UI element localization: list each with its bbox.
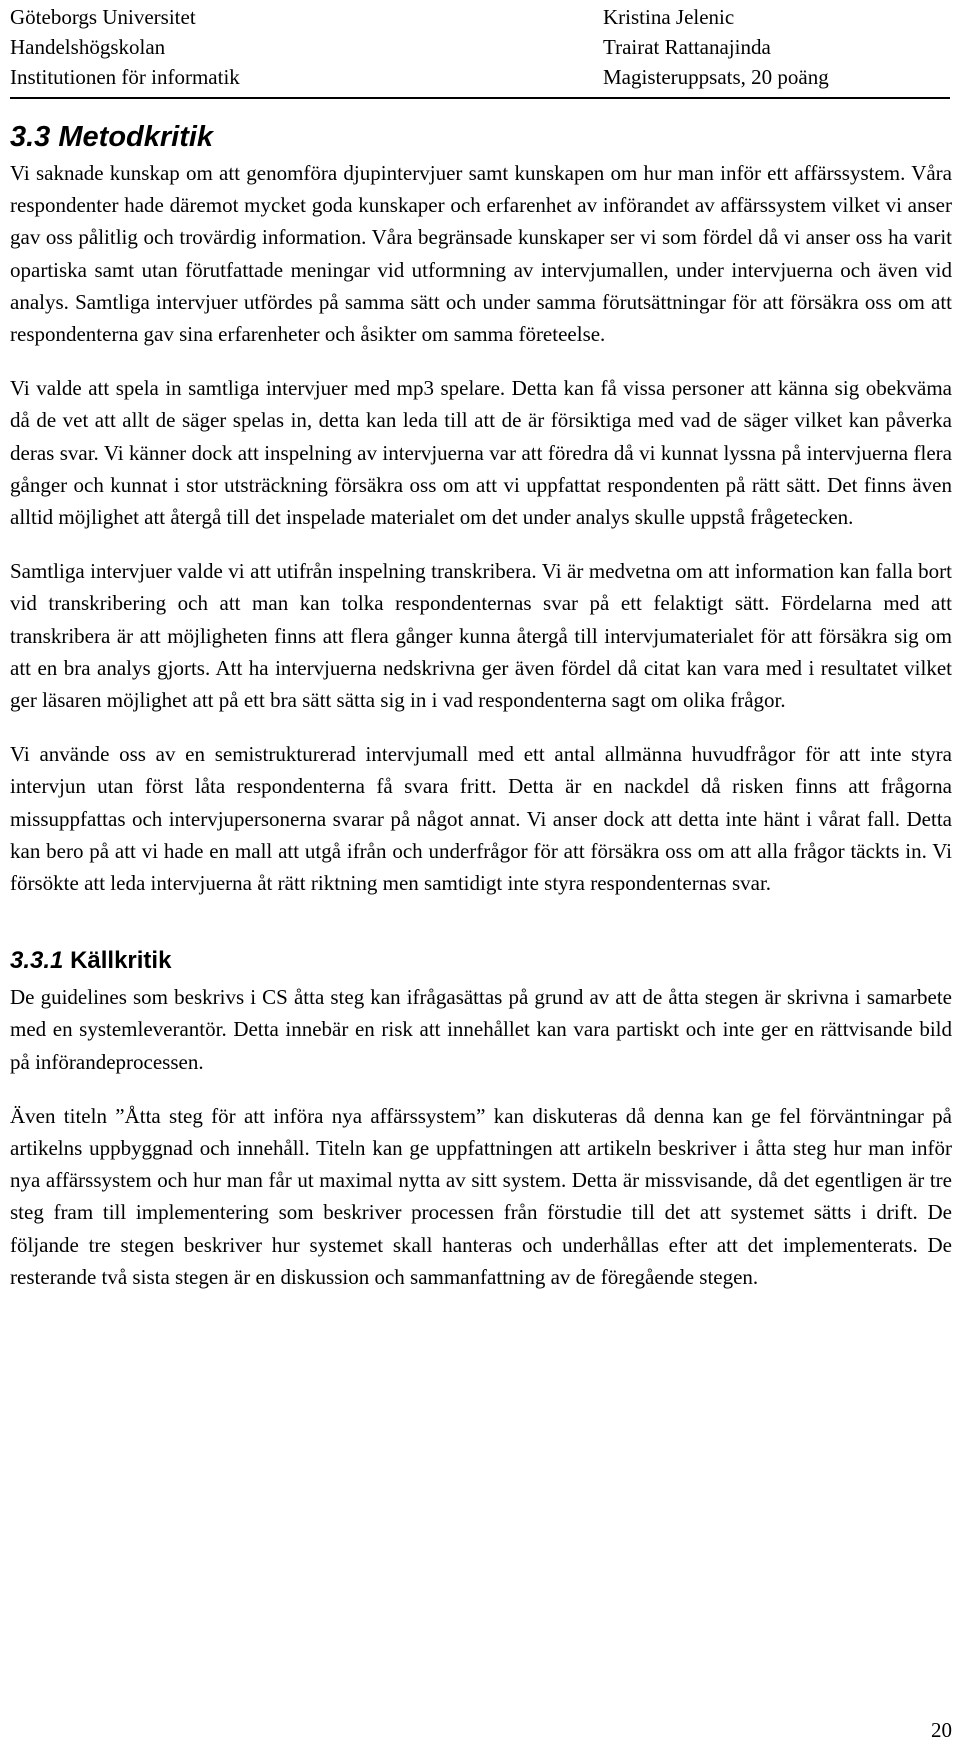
paragraph: Vi valde att spela in samtliga intervjuer med mp3 spelare. Detta kan få vissa personer att känna sig obekväma då de vet att allt de säger spelas in, detta kan leda till att de är försiktiga med vad de säger vilket kan påverka deras svar. Vi känner dock att inspelning av intervjuerna var att föredra då vi kunnat lyssna på intervjuerna flera gånger och kunnat i stor utsträckning försäkra oss om att vi uppfattat respondenten på rätt sätt. Det finns även alltid möjlighet att återgå till det inspelade materialet om det under analys skulle uppstå frågetecken. [10, 376, 952, 530]
paragraph: Även titeln ”Åtta steg för att införa nya affärssystem” kan diskuteras då denna kan ge fel förväntningar på artikelns uppbyggnad och innehåll. Titeln kan ge uppfattningen att artikeln beskriver i åtta steg hur man inför nya affärssystem och hur man får ut maximal nytta av sitt system. Detta är missvisande, då det egentligen är tre steg fram till implementering som beskriver processen från förstudie till det att systemet sätts i drift. De följande tre stegen beskriver hur systemet skall hanteras och underhållas efter att det implementerats. De resterande två sista stegen är en diskussion och sammanfattning av de föregående stegen. [10, 1103, 952, 1289]
author-2: Trairat Rattanajinda [603, 35, 771, 59]
header-right [603, 2, 829, 92]
header-left [10, 2, 240, 92]
subsection-heading [10, 945, 952, 977]
section-heading: 3.3 Metodkritik [10, 121, 214, 153]
author-1: Kristina Jelenic [603, 5, 735, 29]
university-name: Göteborgs Universitet [10, 5, 196, 29]
school-name: Handelshögskolan [10, 35, 166, 59]
paragraph: Vi saknade kunskap om att genomföra djupintervjuer samt kunskapen om hur man inför ett affärssystem. Våra respondenter hade däremot mycket goda kunskaper och erfarenhet av införandet av affärssystem vilket vi anser gav oss pålitlig och trovärdig information. Våra begränsade kunskaper ser vi som fördel då vi anser oss ha varit opartiska samt utan förutfattade meningar vid utformning av intervjumallen, under intervjuerna och även vid analys. Samtliga intervjuer utfördes på samma sätt och under samma förutsättningar för att försäkra oss om att respondenterna gav sina erfarenheter och åsikter om samma företeelse. [10, 161, 952, 347]
department-name: Institutionen för informatik [10, 65, 240, 89]
page-header [10, 2, 950, 94]
paragraph: Vi använde oss av en semistrukturerad intervjumall med ett antal allmänna huvudfrågor för att inte styra intervjun utan först låta respondenterna få svara fritt. Detta är en nackdel då risken finns att frågorna missuppfattas och intervjupersonerna svarar på något annat. Vi anser dock att detta inte hänt i vårat fall. Detta kan bero på att vi hade en mall att utgå ifrån och underfrågor för att försäkra oss om att alla frågor täckts in. Vi försökte att leda intervjuerna åt rätt riktning men samtidigt inte styra respondenternas svar. [10, 742, 952, 896]
main-content [10, 120, 952, 1315]
paragraph: De guidelines som beskrivs i CS åtta steg kan ifrågasättas på grund av att de åtta stegen är skrivna i samarbete med en systemleverantör. Detta innebär en risk att innehållet kan vara partiskt och inte ger en rättvisande bild på införandeprocessen. [10, 985, 952, 1074]
page-number: 20 [931, 1718, 952, 1742]
subsection-title: Källkritik [70, 947, 172, 975]
header-divider [10, 97, 950, 99]
thesis-type: Magisteruppsats, 20 poäng [603, 65, 829, 89]
subsection-number: 3.3.1 [10, 947, 64, 975]
paragraph: Samtliga intervjuer valde vi att utifrån inspelning transkribera. Vi är medvetna om att information kan falla bort vid transkribering och att man kan tolka respondenternas svar på ett felaktigt sätt. Fördelarna med att transkribera är att möjligheten finns att flera gånger kunna återgå till intervjumaterialet för att försäkra sig om att en bra analys gjorts. Att ha intervjuerna nedskrivna ger även fördel då citat kan vara med i resultatet vilket ger läsaren möjlighet att på ett bra sätt sätta sig in i vad respondenterna sagt om olika frågor. [10, 559, 952, 713]
